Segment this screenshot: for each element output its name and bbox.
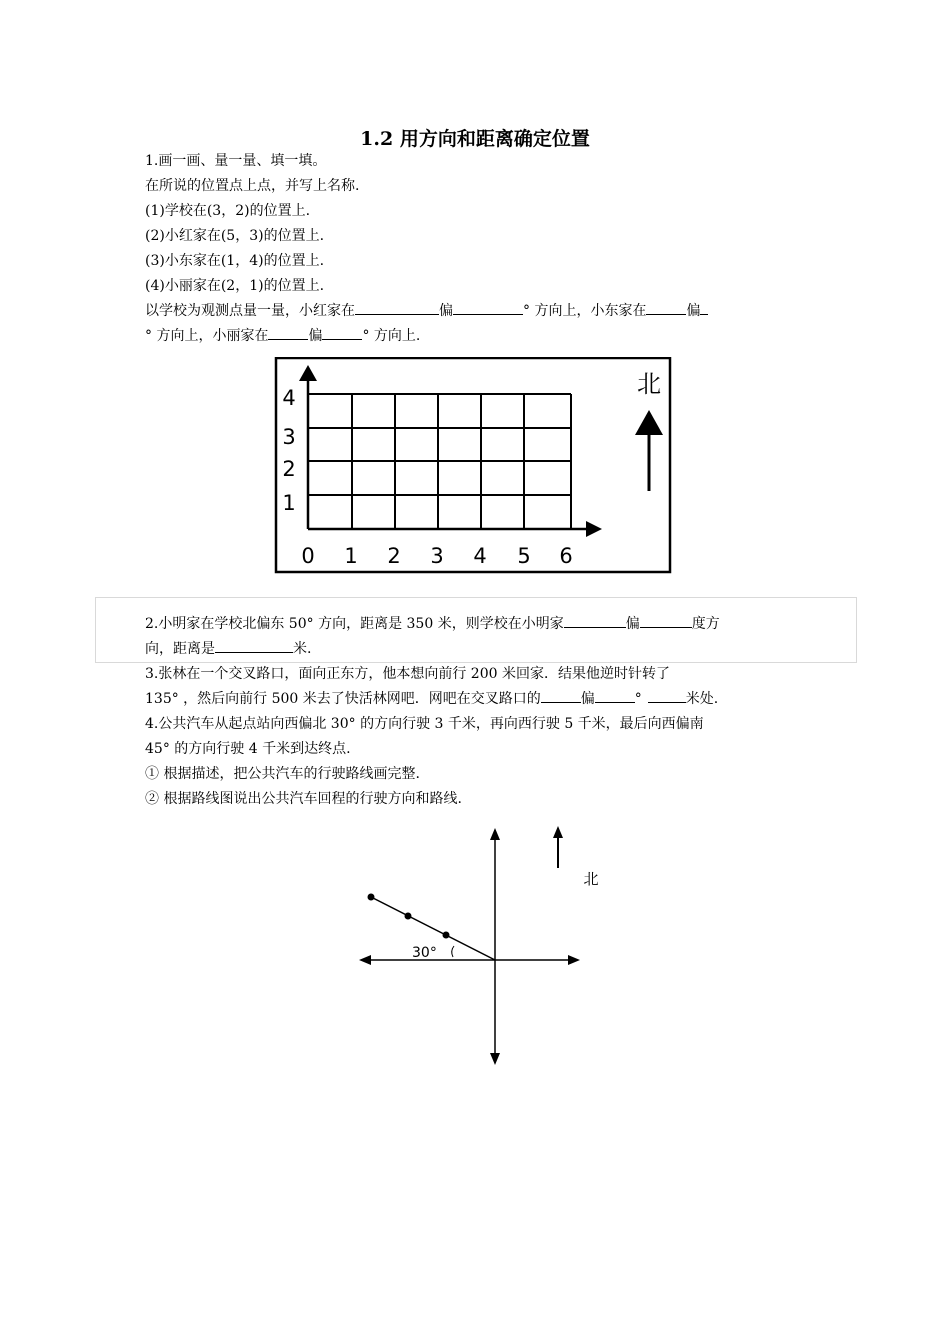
q1-heading: 1.画一画、量一量、填一填。: [145, 153, 327, 169]
x-tick-label: 2: [387, 544, 401, 568]
y-tick-label: 1: [282, 491, 296, 515]
coordinate-grid-figure: [274, 357, 672, 575]
q1-measure-line1: 以学校为观测点量一量，小红家在 偏 ° 方向上，小东家在 偏: [145, 299, 815, 324]
answer-blank[interactable]: [215, 638, 293, 653]
x-tick-label: 5: [517, 544, 531, 568]
x-tick-label: 3: [430, 544, 444, 568]
answer-blank[interactable]: [564, 613, 626, 628]
axis-arrow-right: [568, 955, 580, 965]
north-label: 北: [583, 870, 599, 888]
route-point: [368, 894, 375, 901]
answer-blank[interactable]: [453, 300, 523, 315]
question-3: 3.张林在一个交叉路口，面向正东方，他本想向前行 200 米回家．结果他逆时针转了 135° ，然后向前行 500 米去了快活林网吧．网吧在交叉路口的 偏 ° 米处.: [145, 666, 719, 707]
answer-blank[interactable]: [355, 300, 439, 315]
answer-blank[interactable]: [268, 325, 308, 340]
x-tick-label: 0: [301, 544, 315, 568]
answer-blank[interactable]: [541, 688, 581, 703]
bus-route-diagram: [350, 820, 610, 1070]
route-point: [443, 932, 450, 939]
angle-arc: [452, 946, 454, 957]
y-tick-label: 2: [282, 457, 296, 481]
route-point: [405, 913, 412, 920]
answer-blank[interactable]: [648, 688, 686, 703]
axis-arrow-down: [490, 1053, 500, 1065]
q1-item: (1)学校在(3，2)的位置上.: [145, 203, 311, 219]
x-tick-label: 1: [344, 544, 358, 568]
question-4: 4.公共汽车从起点站向西偏北 30° 的方向行驶 3 千米，再向西行驶 5 千米，最后向西偏南 45° 的方向行驶 4 千米到达终点. ① 根据描述，把公共汽车的行驶路线画完整. ② 根据路线图说出公共汽车回程的行驶方向和路线.: [145, 716, 704, 807]
q1-intro: 在所说的位置点上点，并写上名称.: [145, 178, 360, 194]
q1-item: (4)小丽家在(2，1)的位置上.: [145, 278, 325, 294]
x-axis-arrow: [586, 521, 602, 537]
answer-blank[interactable]: [646, 300, 686, 315]
north-label: 北: [637, 370, 661, 398]
north-arrow-icon: [553, 826, 563, 838]
q1-measure-line2: ° 方向上，小丽家在 偏 ° 方向上.: [145, 324, 815, 349]
answer-blank[interactable]: [700, 300, 708, 315]
x-tick-label: 4: [473, 544, 487, 568]
axis-arrow-up: [490, 828, 500, 840]
answer-blank[interactable]: [595, 688, 635, 703]
x-tick-label: 6: [559, 544, 573, 568]
question-2: 2.小明家在学校北偏东 50° 方向，距离是 350 米，则学校在小明家 偏 度方 向，距离是 米.: [145, 612, 815, 662]
angle-label: 30°: [412, 945, 437, 961]
q1-item: (2)小红家在(5，3)的位置上.: [145, 228, 325, 244]
y-tick-label: 4: [282, 386, 296, 410]
q1-item: (3)小东家在(1，4)的位置上.: [145, 253, 325, 269]
page-title: 1.2 用方向和距离确定位置: [360, 128, 590, 150]
question-1: [145, 149, 815, 349]
answer-blank[interactable]: [322, 325, 362, 340]
axis-arrow-left: [359, 955, 371, 965]
y-axis-arrow: [299, 365, 317, 381]
y-tick-label: 3: [282, 425, 296, 449]
figure-border: [276, 358, 670, 572]
answer-blank[interactable]: [640, 613, 692, 628]
grid-lines: [308, 394, 571, 529]
